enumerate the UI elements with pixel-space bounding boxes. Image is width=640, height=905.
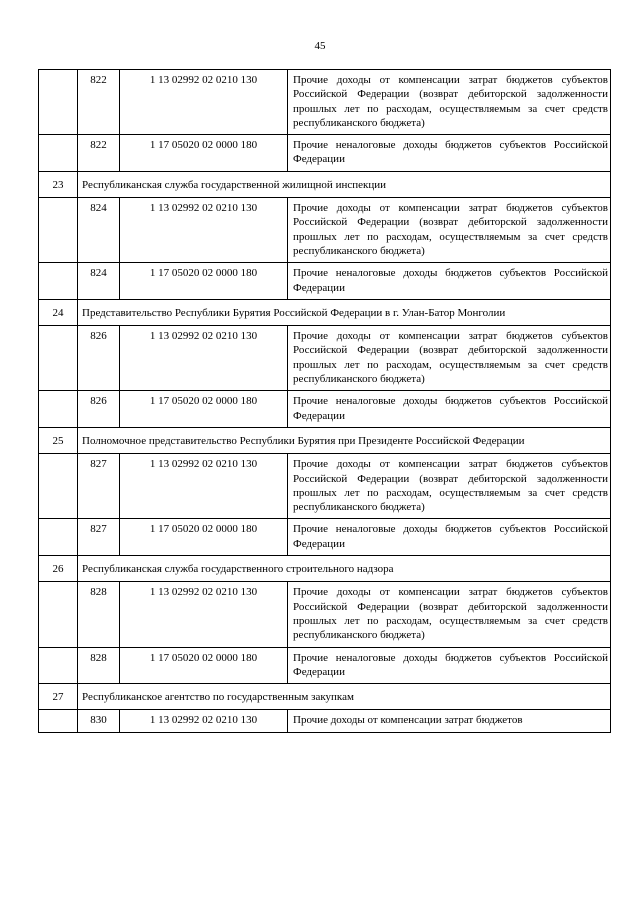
revenue-code: 1 13 02992 02 0210 130 — [120, 582, 288, 647]
revenue-code: 1 13 02992 02 0210 130 — [120, 454, 288, 519]
revenue-description: Прочие доходы от компенсации затрат бюджетов — [288, 710, 611, 732]
table-row — [39, 135, 611, 172]
revenue-description: Прочие доходы от компенсации затрат бюджетов субъектов Российской Федерации (возврат дебиторской задолженности прошлых лет по расходам, осуществляемым за счет средств республиканского бюджета) — [288, 454, 611, 519]
blank-cell — [39, 70, 78, 135]
section-title: Республиканская служба государственной жилищной инспекции — [78, 171, 611, 197]
blank-cell — [39, 454, 78, 519]
blank-cell — [39, 263, 78, 300]
section-title: Представительство Республики Бурятия Российской Федерации в г. Улан-Батор Монголии — [78, 299, 611, 325]
revenue-code: 1 17 05020 02 0000 180 — [120, 519, 288, 556]
revenue-code: 1 13 02992 02 0210 130 — [120, 710, 288, 732]
admin-code: 827 — [78, 519, 120, 556]
blank-cell — [39, 135, 78, 172]
revenue-description: Прочие неналоговые доходы бюджетов субъектов Российской Федерации — [288, 519, 611, 556]
revenue-description: Прочие доходы от компенсации затрат бюджетов субъектов Российской Федерации (возврат дебиторской задолженности прошлых лет по расходам, осуществляемым за счет средств республиканского бюджета) — [288, 326, 611, 391]
section-number: 24 — [39, 299, 78, 325]
admin-code: 822 — [78, 70, 120, 135]
admin-code: 824 — [78, 263, 120, 300]
section-header-row — [39, 556, 611, 582]
blank-cell — [39, 582, 78, 647]
section-number: 27 — [39, 684, 78, 710]
admin-code: 822 — [78, 135, 120, 172]
blank-cell — [39, 326, 78, 391]
revenue-description: Прочие неналоговые доходы бюджетов субъектов Российской Федерации — [288, 263, 611, 300]
table-row — [39, 454, 611, 519]
table-row — [39, 263, 611, 300]
revenue-description: Прочие доходы от компенсации затрат бюджетов субъектов Российской Федерации (возврат дебиторской задолженности прошлых лет по расходам, осуществляемым за счет средств республиканского бюджета) — [288, 198, 611, 263]
table-body — [39, 70, 611, 733]
revenue-code: 1 17 05020 02 0000 180 — [120, 391, 288, 428]
revenue-description: Прочие доходы от компенсации затрат бюджетов субъектов Российской Федерации (возврат дебиторской задолженности прошлых лет по расходам, осуществляемым за счет средств республиканского бюджета) — [288, 582, 611, 647]
table-row — [39, 582, 611, 647]
revenue-administrators-table — [38, 69, 611, 733]
revenue-code: 1 13 02992 02 0210 130 — [120, 326, 288, 391]
section-number: 25 — [39, 427, 78, 453]
revenue-code: 1 13 02992 02 0210 130 — [120, 198, 288, 263]
section-title: Республиканская служба государственного строительного надзора — [78, 556, 611, 582]
admin-code: 826 — [78, 326, 120, 391]
blank-cell — [39, 710, 78, 732]
revenue-description: Прочие неналоговые доходы бюджетов субъектов Российской Федерации — [288, 647, 611, 684]
page-number: 45 — [314, 40, 326, 52]
table-row — [39, 519, 611, 556]
section-number: 23 — [39, 171, 78, 197]
blank-cell — [39, 198, 78, 263]
admin-code: 830 — [78, 710, 120, 732]
table-row — [39, 326, 611, 391]
revenue-code: 1 17 05020 02 0000 180 — [120, 647, 288, 684]
table-row — [39, 710, 611, 732]
table-row — [39, 647, 611, 684]
admin-code: 827 — [78, 454, 120, 519]
table-row — [39, 70, 611, 135]
section-header-row — [39, 299, 611, 325]
admin-code: 824 — [78, 198, 120, 263]
revenue-code: 1 13 02992 02 0210 130 — [120, 70, 288, 135]
section-title: Республиканское агентство по государственным закупкам — [78, 684, 611, 710]
revenue-description: Прочие доходы от компенсации затрат бюджетов субъектов Российской Федерации (возврат дебиторской задолженности прошлых лет по расходам, осуществляемым за счет средств республиканского бюджета) — [288, 70, 611, 135]
section-header-row — [39, 171, 611, 197]
revenue-description: Прочие неналоговые доходы бюджетов субъектов Российской Федерации — [288, 135, 611, 172]
section-number: 26 — [39, 556, 78, 582]
section-header-row — [39, 427, 611, 453]
section-title: Полномочное представительство Республики Бурятия при Президенте Российской Федерации — [78, 427, 611, 453]
admin-code: 828 — [78, 647, 120, 684]
blank-cell — [39, 647, 78, 684]
revenue-code: 1 17 05020 02 0000 180 — [120, 263, 288, 300]
revenue-code: 1 17 05020 02 0000 180 — [120, 135, 288, 172]
table-row — [39, 391, 611, 428]
revenue-description: Прочие неналоговые доходы бюджетов субъектов Российской Федерации — [288, 391, 611, 428]
table-row — [39, 198, 611, 263]
admin-code: 826 — [78, 391, 120, 428]
blank-cell — [39, 519, 78, 556]
admin-code: 828 — [78, 582, 120, 647]
section-header-row — [39, 684, 611, 710]
blank-cell — [39, 391, 78, 428]
